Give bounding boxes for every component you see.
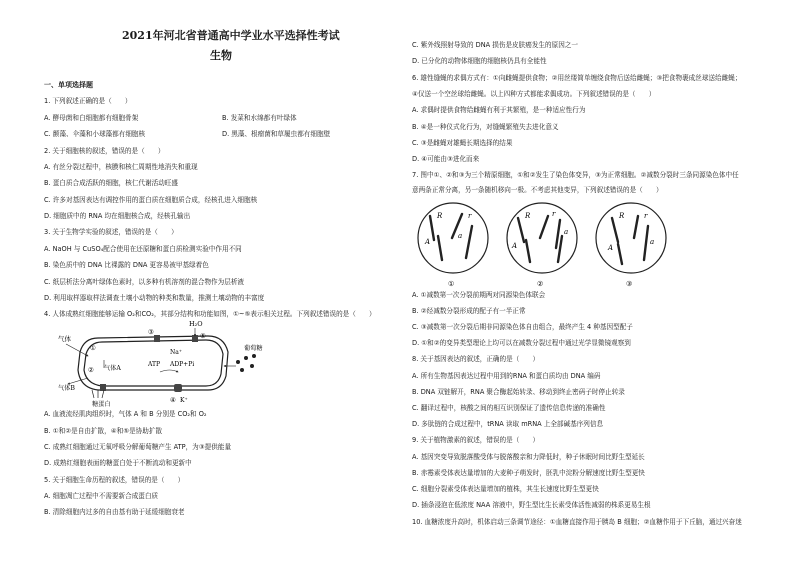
fig-label-gas: 气体 — [58, 335, 71, 343]
q9-stem: 9. 关于植物激素的叙述，错误的是（ ） — [412, 436, 540, 444]
exam-subject: 生物 — [210, 49, 232, 62]
q6-option-d: D. ④可能由③进化而来 — [412, 155, 480, 163]
red-blood-cell-figure — [58, 318, 278, 408]
q1-option-d: D. 黑藻、根瘤菌和草履虫都有细胞壁 — [222, 130, 331, 138]
q8-stem: 8. 关于基因表达的叙述，正确的是（ ） — [412, 355, 540, 363]
fig-label-3: ③ — [148, 328, 154, 336]
q9-option-d: D. 插条浸泡在低浓度 NAA 溶液中，野生型比生长素受体活性减弱的株系更易生根 — [412, 501, 651, 509]
q7-option-d: D. ①和②的变异类型理论上均可以在减数分裂过程中通过光学显微镜观察到 — [412, 339, 631, 347]
q9-option-a: A. 基因突变导致脱落酸受体与脱落酸亲和力降低时，种子休眠时间比野生型延长 — [412, 453, 645, 461]
spermatogonia-figure — [412, 196, 692, 288]
q2-option-b: B. 蛋白质合成活跃的细胞，核仁代谢活动旺盛 — [44, 179, 178, 187]
fig-label-5: ⑤ — [200, 332, 206, 340]
q3-option-d: D. 利用取样器取样法调查土壤小动物的种类和数量，推测土壤动物的丰富度 — [44, 294, 265, 302]
fig-label-gas-b: 气体B — [58, 385, 75, 392]
fig7-c2-A: A — [512, 242, 518, 250]
fig7-c1-R: R — [437, 212, 443, 220]
q5-option-b: B. 清除细胞内过多的自由基有助于延缓细胞衰老 — [44, 508, 185, 516]
fig-label-k: K⁺ — [180, 397, 188, 404]
q5-stem: 5. 关于细胞生命历程的叙述，错误的是（ ） — [44, 476, 185, 484]
q2-option-d: D. 细胞质中的 RNA 均在细胞核合成，经核孔输出 — [44, 212, 191, 220]
fig7-c1-a: a — [458, 232, 463, 240]
q7-stem-line2: 意两条正常分离，另一条随机移向一极。不考虑其他变异，下列叙述错误的是（ ） — [412, 186, 663, 194]
q3-stem: 3. 关于生物学实验的叙述，错误的是（ ） — [44, 228, 178, 236]
q1-stem: 1. 下列叙述正确的是（ ） — [44, 97, 132, 105]
q6-option-b: B. ④是一种仪式化行为，对缝蝇繁殖失去进化意义 — [412, 123, 559, 131]
q2-option-c: C. 许多对基因表达有调控作用的蛋白质在细胞质合成，经核孔进入细胞核 — [44, 196, 258, 204]
q4-option-b: B. ①和②是自由扩散，④和⑤是协助扩散 — [44, 427, 163, 435]
exam-title: 2021年河北省普通高中学业水平选择性考试 — [122, 29, 340, 42]
q8-option-a: A. 所有生物基因表达过程中用到的RNA 和蛋白质均由 DNA 编码 — [412, 372, 601, 380]
q5-option-a: A. 细胞凋亡过程中不需要新合成蛋白质 — [44, 492, 159, 500]
fig7-label-2: ② — [537, 280, 544, 288]
fig-label-gas-a: 气体A — [104, 365, 121, 372]
q8-option-b: B. DNA 双链解开，RNA 聚合酶起始转录、移动到终止密码子时停止转录 — [412, 388, 625, 396]
q8-option-d: D. 多肽链的合成过程中，tRNA 读取 mRNA 上全部碱基序列信息 — [412, 420, 604, 428]
q6-option-a: A. 求偶时提供食物给雌蝇有利于其繁殖，是一种适应性行为 — [412, 106, 586, 114]
q2-stem: 2. 关于细胞核的叙述，错误的是（ ） — [44, 147, 165, 155]
fig7-c2-r: r — [552, 210, 556, 218]
fig7-c3-R: R — [619, 212, 625, 220]
q6-stem-line1: 6. 雄性缝蝇的求偶方式有：①向雌蝇提供食物；②用丝缕简单缠绕食物后送给雌蝇；③把食物裹成丝球送给雌蝇； — [412, 74, 742, 82]
q1-option-a: A. 酵母菌和白细胞都有细胞骨架 — [44, 114, 139, 122]
fig-label-glycoprotein: 糖蛋白 — [92, 401, 111, 408]
q9-option-c: C. 细胞分裂素受体表达量增加的植株，其生长速度比野生型更快 — [412, 485, 599, 493]
fig7-c2-R: R — [525, 212, 531, 220]
q9-option-b: B. 赤霉素受体表达量增加的大麦种子萌发时，胚乳中淀粉分解速度比野生型更快 — [412, 469, 645, 477]
q3-option-b: B. 染色质中的 DNA 比裸露的 DNA 更容易被甲基绿着色 — [44, 261, 209, 269]
q7-stem-line1: 7. 图中①、②和③为三个精原细胞，①和②发生了染色体变异，③为正常细胞。②减数分裂时三条同源染色体中任 — [412, 171, 739, 179]
fig7-c3-A: A — [608, 244, 614, 252]
q4-option-d: D. 成熟红细胞表面的糖蛋白处于不断流动和更新中 — [44, 459, 192, 467]
q7-option-c: C. ③减数第一次分裂后期非同源染色体自由组合，最终产生 4 种基因型配子 — [412, 323, 633, 331]
fig-label-glucose: 葡萄糖 — [244, 345, 263, 352]
q4-option-a: A. 血液流经肌肉组织时，气体 A 和 B 分别是 CO₂和 O₂ — [44, 410, 207, 418]
fig-label-1: ① — [90, 344, 96, 352]
section-heading: 一、单项选择题 — [44, 81, 93, 89]
q5-option-d: D. 已分化的动物体细胞的细胞核仍具有全能性 — [412, 57, 547, 65]
fig7-label-3: ③ — [626, 280, 633, 288]
q7-option-b: B. ②经减数分裂形成的配子有一半正常 — [412, 307, 526, 315]
q5-option-c: C. 紫外线照射导致的 DNA 损伤是皮肤癌发生的原因之一 — [412, 41, 578, 49]
q8-option-c: C. 翻译过程中，核酸之间的相互识别保证了遗传信息传递的准确性 — [412, 404, 606, 412]
fig-label-2: ② — [88, 366, 94, 374]
q3-option-a: A. NaOH 与 CuSO₄配合使用在还原糖和蛋白质检测实验中作用不同 — [44, 245, 242, 253]
fig-label-na: Na⁺ — [170, 349, 182, 356]
fig-label-atp: ATP — [148, 361, 161, 368]
q3-option-c: C. 纸层析法分离叶绿体色素时，以多种有机溶剂的混合物作为层析液 — [44, 278, 245, 286]
q4-option-c: C. 成熟红细胞通过无氧呼吸分解葡萄糖产生 ATP，为③提供能量 — [44, 443, 232, 451]
fig-label-adp: ADP+Pi — [170, 361, 195, 368]
q6-option-c: C. ③是雌蝇对雄蝇长期选择的结果 — [412, 139, 513, 147]
q4-stem: 4. 人体成熟红细胞能够运输 O₂和CO₂，其部分结构和功能如图，①~⑤表示相关过程。下列叙述错误的是（ ） — [44, 310, 376, 318]
q2-option-a: A. 有丝分裂过程中，核膜和核仁周期性地消失和重现 — [44, 163, 198, 171]
q1-option-b: B. 发菜和水绵都有叶绿体 — [222, 114, 297, 122]
fig7-c1-A: A — [425, 238, 431, 246]
fig7-c2-a: a — [564, 228, 569, 236]
q10-stem: 10. 血糖浓度升高时，机体启动三条调节途径：①血糖直接作用于胰岛 B 细胞；②血糖作用于下丘脑，通过兴奋迷 — [412, 518, 742, 526]
fig7-c3-a: a — [650, 238, 655, 246]
fig-label-h2o: H₂O — [189, 320, 203, 328]
fig-label-4: ④ — [170, 396, 176, 404]
q7-option-a: A. ①减数第一次分裂前期两对同源染色体联会 — [412, 291, 546, 299]
q1-option-c: C. 颤藻、伞藻和小球藻都有细胞核 — [44, 130, 146, 138]
q6-stem-line2: ④仅送一个空丝球给雌蝇。以上四种方式都能求偶成功。下列叙述错误的是（ ） — [412, 90, 656, 98]
fig7-c3-r: r — [644, 212, 648, 220]
fig7-c1-r: r — [468, 212, 472, 220]
fig7-label-1: ① — [448, 280, 455, 288]
